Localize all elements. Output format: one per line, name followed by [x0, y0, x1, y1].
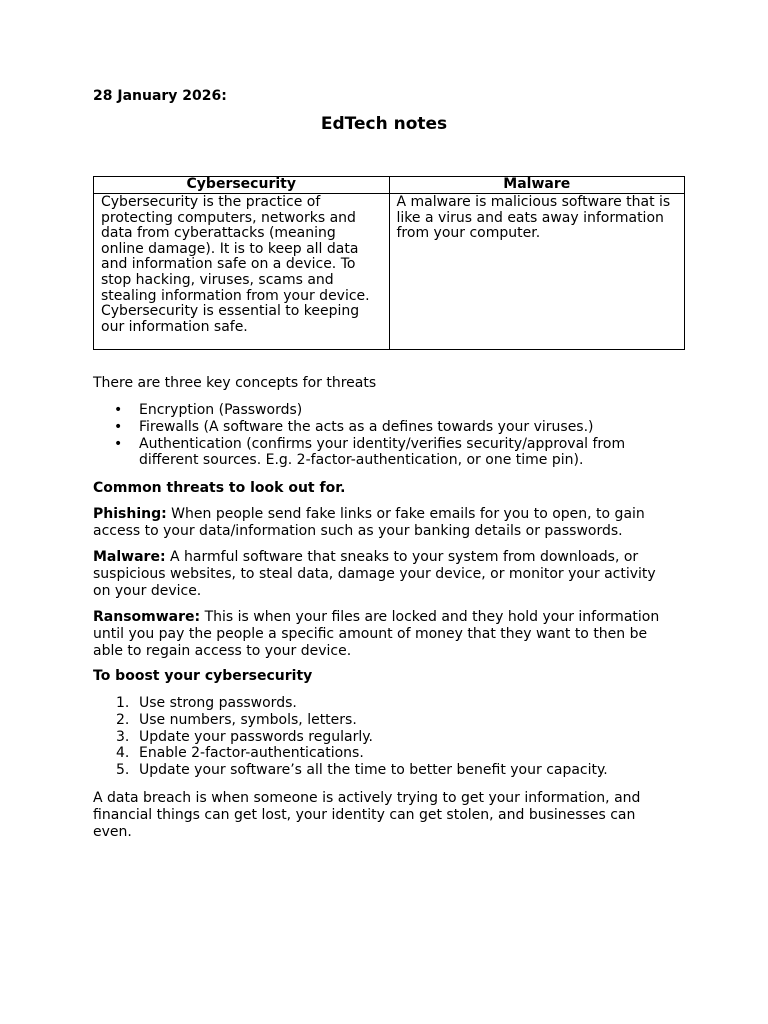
list-item	[93, 729, 693, 746]
list-item-line: Firewalls (A software the acts as a defines towards your viruses.)	[139, 418, 594, 435]
list-item	[93, 762, 693, 779]
list-number: 1.	[116, 695, 130, 711]
bullet-icon: •	[114, 418, 123, 435]
ransomware-term: Ransomware:	[93, 609, 201, 625]
paragraph-line: on your device.	[93, 582, 202, 599]
paragraph-line: A data breach is when someone is actively trying to get your information, and	[93, 790, 641, 806]
cell-line: data from cyberattacks (meaning	[101, 225, 336, 242]
paragraph-line: even.	[93, 823, 132, 840]
cell-line: Cybersecurity is the practice of	[101, 194, 321, 210]
table-row	[94, 194, 685, 350]
cell-line: from your computer.	[396, 225, 541, 242]
boost-heading: To boost your cybersecurity	[93, 668, 313, 684]
bullet-icon: •	[114, 435, 123, 452]
threat-concepts-intro: There are three key concepts for threats	[93, 375, 377, 391]
phishing-text: When people send fake links or fake emails for you to open, to gain	[166, 506, 645, 522]
list-item	[93, 436, 693, 470]
malware-term: Malware:	[93, 549, 166, 565]
ransomware-text: This is when your files are locked and they hold your information	[200, 609, 660, 625]
paragraph-line: access to your data/information such as your banking details or passwords.	[93, 522, 623, 539]
list-item-text: Use numbers, symbols, letters.	[139, 711, 357, 728]
list-item-line: Encryption (Passwords)	[139, 402, 303, 418]
bullet-icon: •	[114, 402, 123, 418]
list-item	[93, 419, 693, 436]
list-item-text: Use strong passwords.	[139, 695, 297, 711]
list-item-text: Update your software’s all the time to better benefit your capacity.	[139, 762, 608, 779]
list-item	[93, 402, 693, 419]
list-item-text: Enable 2-factor-authentications.	[139, 745, 364, 762]
definitions-table	[93, 176, 685, 350]
cell-line: online damage). It is to keep all data	[101, 240, 359, 257]
cell-line: protecting computers, networks and	[101, 209, 356, 226]
malware-paragraph	[93, 549, 693, 599]
paragraph-line	[93, 609, 693, 626]
common-threats-heading: Common threats to look out for.	[93, 480, 346, 496]
table-header-row	[94, 177, 685, 194]
paragraph-line: until you pay the people a specific amount of money that they want to then be	[93, 625, 648, 642]
list-item	[93, 745, 693, 762]
cell-line: A malware is malicious software that is	[396, 194, 671, 210]
table-header-malware: Malware	[389, 177, 685, 194]
list-number: 3.	[116, 728, 130, 745]
threat-concepts-list	[93, 402, 693, 469]
list-number: 2.	[116, 711, 130, 728]
paragraph-line: able to regain access to your device.	[93, 642, 352, 659]
malware-text: A harmful software that sneaks to your system from downloads, or	[165, 549, 639, 565]
list-item-line: Authentication (confirms your identity/verifies security/approval from	[139, 435, 626, 452]
cybersecurity-definition-cell	[94, 194, 390, 350]
phishing-term: Phishing:	[93, 506, 167, 522]
note-date: 28 January 2026:	[93, 88, 227, 104]
table-header-cybersecurity: Cybersecurity	[94, 177, 390, 194]
malware-definition-cell	[389, 194, 685, 350]
list-item-line: different sources. E.g. 2-factor-authentication, or one time pin).	[139, 452, 584, 469]
boost-list	[93, 695, 693, 779]
list-item	[93, 712, 693, 729]
paragraph-line	[93, 549, 693, 566]
list-item-text: Update your passwords regularly.	[139, 728, 373, 745]
paragraph-line: suspicious websites, to steal data, damage your device, or monitor your activity	[93, 565, 656, 582]
cell-line: Cybersecurity is essential to keeping	[101, 303, 360, 320]
paragraph-line: financial things can get lost, your identity can get stolen, and businesses can	[93, 806, 636, 823]
phishing-paragraph	[93, 506, 693, 540]
data-breach-paragraph	[93, 790, 693, 840]
list-item	[93, 695, 693, 712]
list-number: 4.	[116, 745, 130, 762]
paragraph-line	[93, 506, 693, 523]
cell-line: and information safe on a device. To	[101, 256, 356, 273]
cell-line: our information safe.	[101, 318, 248, 335]
cell-line: like a virus and eats away information	[396, 209, 664, 226]
page-title: EdTech notes	[320, 114, 448, 134]
ransomware-paragraph	[93, 609, 693, 659]
cell-line: stealing information from your device.	[101, 287, 370, 304]
cell-line: stop hacking, viruses, scams and	[101, 271, 334, 288]
list-number: 5.	[116, 762, 130, 779]
